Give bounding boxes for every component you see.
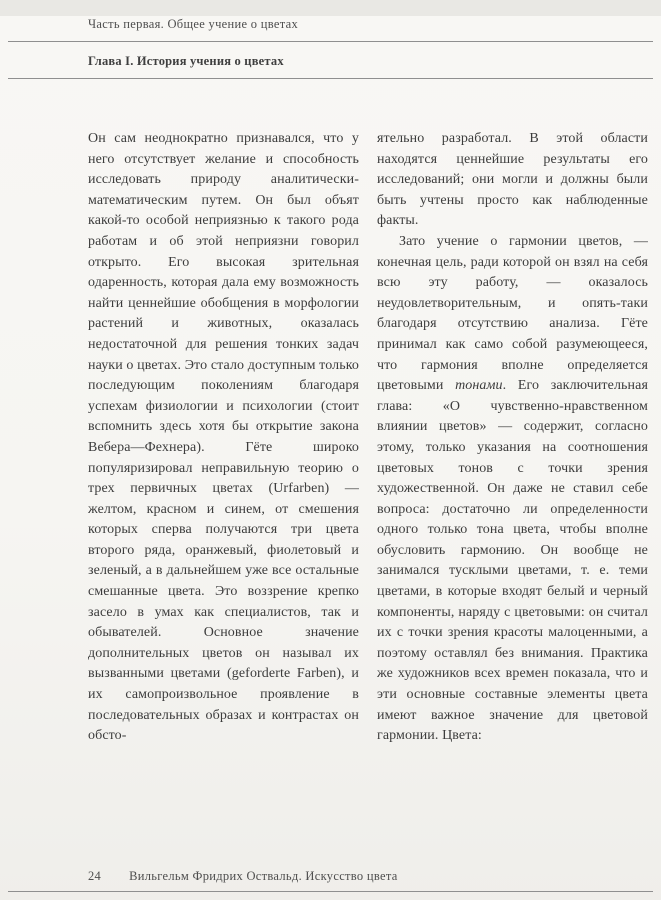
text-segment: ятельно разработал. В этой области находятся ценнейшие результаты его исследований; они могли и должны были быть учтены просто как наблюденные факты. [377, 131, 648, 229]
footer-divider [8, 891, 653, 892]
text-segment: Зато учение о гармонии цветов, — конечная цель, ради которой он взял на себя всю эту работу, — оказалось неудовлетворительным, и опять-таки благодаря отсутствию анализа. Гёте принимал как само собой разумеющееся, что гармония вполне определяется цветовыми [377, 233, 648, 394]
running-footer-title: Вильгельм Фридрих Оствальд. Искусство цвета [129, 869, 398, 883]
page-number: 24 [88, 869, 102, 883]
header-divider-top [8, 41, 653, 42]
header-divider-bottom [8, 78, 653, 79]
text-segment: Он сам неоднократно признавался, что у него отсутствует желание и способность исследовать природу аналитически-математическим путем. Он был объят какой-то особой неприязнью к такого рода работам и об этой неприязни говорил открыто. Его высокая зрительная одаренность, которая дала ему возможность найти ценнейшие обобщения в морфологии растений и животных, оказалась недостаточной для решения тонких задач науки о цветах. Это стало доступным только последующим поколениям благодаря успехам физиологии и психологии (стоит вспомнить здесь хотя бы открытие закона Вебера—Фехнера). Гёте широко популяризировал неправильную теорию о трех первичных цветах (Urfarben) — желтом, красном и синем, от смешения которых сперва получаются три цвета второго ряда, оранжевый, фиолетовый и зеленый, а в дальнейшем уже все остальные смешанные цвета. Это воззрение крепко засело в умах как специалистов, так и обывателей. Основное значение дополнительных цветов он называл их вызванными цветами (geforderte Farben), и их самопроизвольное проявление в последовательных образах и контрастах он обсто- [88, 131, 359, 744]
running-header-part-title: Часть первая. Общее учение о цветах [88, 17, 299, 31]
paragraph [377, 232, 648, 747]
running-footer [88, 869, 647, 884]
text-column-right [377, 129, 648, 747]
paragraph [377, 129, 648, 232]
chapter-heading: Глава I. История учения о цветах [88, 54, 284, 68]
text-column-left [88, 129, 359, 747]
text-segment: тонами [455, 378, 503, 394]
book-page [0, 16, 661, 900]
paragraph [88, 129, 359, 747]
text-columns [88, 129, 648, 747]
text-segment: . Его заключительная глава: «О чувственно-нравственном влиянии цветов» — содержит, согласно этому, только указания на соотношения цветовых тонов с точки зрения художественной. Он даже не ставил себе вопроса: достаточно ли определенности одного только тона цвета, чтобы вполне обусловить гармонию. Он вообще не занимался тусклыми цветами, т. е. теми цветами, в которые входят белый и черный компоненты, наряду с цветовыми: он считал их с точки зрения красоты малоценными, а поэтому оставлял без внимания. Практика же художников всех времен показала, что и эти основные составные элементы цвета имеют важное значение для цветовой гармонии. Цвета: [377, 378, 648, 744]
